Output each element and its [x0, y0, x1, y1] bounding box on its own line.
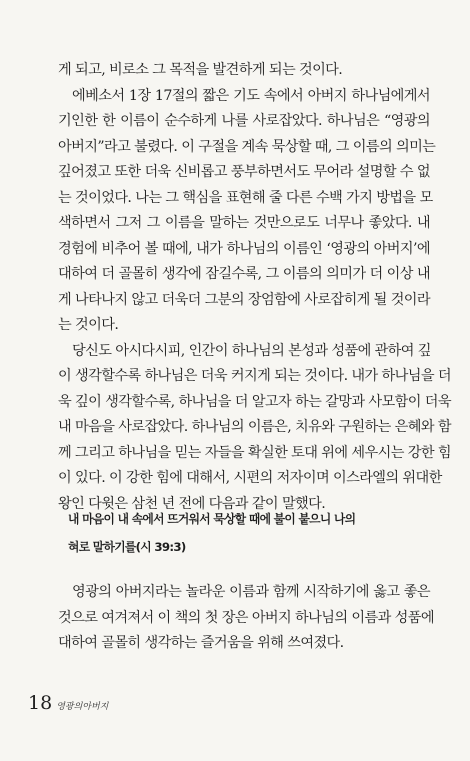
running-footer-title: 영광의아버지 [56, 702, 109, 712]
quote-line: 혀로 말하기를(시 39:3) [68, 540, 186, 554]
text-line: 게 되고, 비로소 그 목적을 발견하게 되는 것이다. [58, 62, 343, 78]
body-text-bottom [58, 580, 434, 657]
text-line: 에베소서 1장 17절의 짧은 기도 속에서 아버지 하나님에게서 [72, 87, 430, 104]
text-line: 아버지”라고 불렸다. 이 구절을 계속 묵상할 때, 그 이름의 의미는 [58, 138, 436, 155]
text-line: 경험에 비추어 볼 때에, 내가 하나님의 이름인 ‘영광의 아버지’에 [58, 240, 430, 257]
quote-line: 내 마음이 내 속에서 뜨거워서 묵상할 때에 불이 붙으니 나의 [68, 512, 356, 526]
text-line: 대하여 골몰히 생각하는 즐거움을 위해 쓰여졌다. [58, 635, 344, 651]
body-text-top [58, 58, 451, 517]
page-number: 18 [28, 692, 53, 714]
text-line: 왕인 다윗은 삼천 년 전에 다음과 같이 말했다. [58, 495, 326, 512]
text-line: 이 있다. 이 강한 힘에 대해서, 시편의 저자이며 이스라엘의 위대한 [58, 470, 442, 486]
text-line: 색하면서 그저 그 이름을 말하는 것만으로도 너무나 좋았다. 내 [58, 215, 430, 231]
text-line: 게 나타나지 않고 더욱더 그분의 장엄함에 사로잡히게 될 것이라 [58, 291, 431, 308]
text-line: 는 것이다. [58, 317, 119, 333]
text-line: 내 마음을 사로잡았다. 하나님의 이름은, 치유와 구원하는 은혜와 함 [58, 419, 451, 435]
text-line: 기인한 한 이름이 순수하게 나를 사로잡았다. 하나님은 “영광의 [58, 113, 430, 129]
scripture-quote [68, 505, 420, 561]
text-line: 대하여 더 골몰히 생각에 잠길수록, 그 이름의 의미가 더 이상 내 [58, 266, 430, 282]
text-line: 이 생각할수록 하나님은 더욱 커지게 되는 것이다. 내가 하나님을 더 [58, 368, 451, 384]
text-line: 것으로 여겨져서 이 책의 첫 장은 아버지 하나님의 이름과 성품에 [58, 609, 434, 626]
text-line: 께 그리고 하나님을 믿는 자들을 확실한 토대 위에 세우시는 강한 힘 [58, 444, 451, 461]
text-line: 깊어졌고 또한 더욱 신비롭고 풍부하면서도 무어라 설명할 수 없 [58, 164, 431, 180]
text-line: 영광의 아버지라는 놀라운 이름과 함께 시작하기에 옳고 좋은 [72, 584, 430, 600]
text-line: 당신도 아시다시피, 인간이 하나님의 본성과 성품에 관하여 깊 [72, 342, 431, 359]
text-line: 욱 깊이 생각할수록, 하나님을 더 알고자 하는 갈망과 사모함이 더욱 [58, 393, 451, 410]
text-line: 는 것이었다. 나는 그 핵심을 표현해 줄 다른 수백 가지 방법을 모 [58, 189, 433, 206]
page-footer [28, 692, 108, 714]
